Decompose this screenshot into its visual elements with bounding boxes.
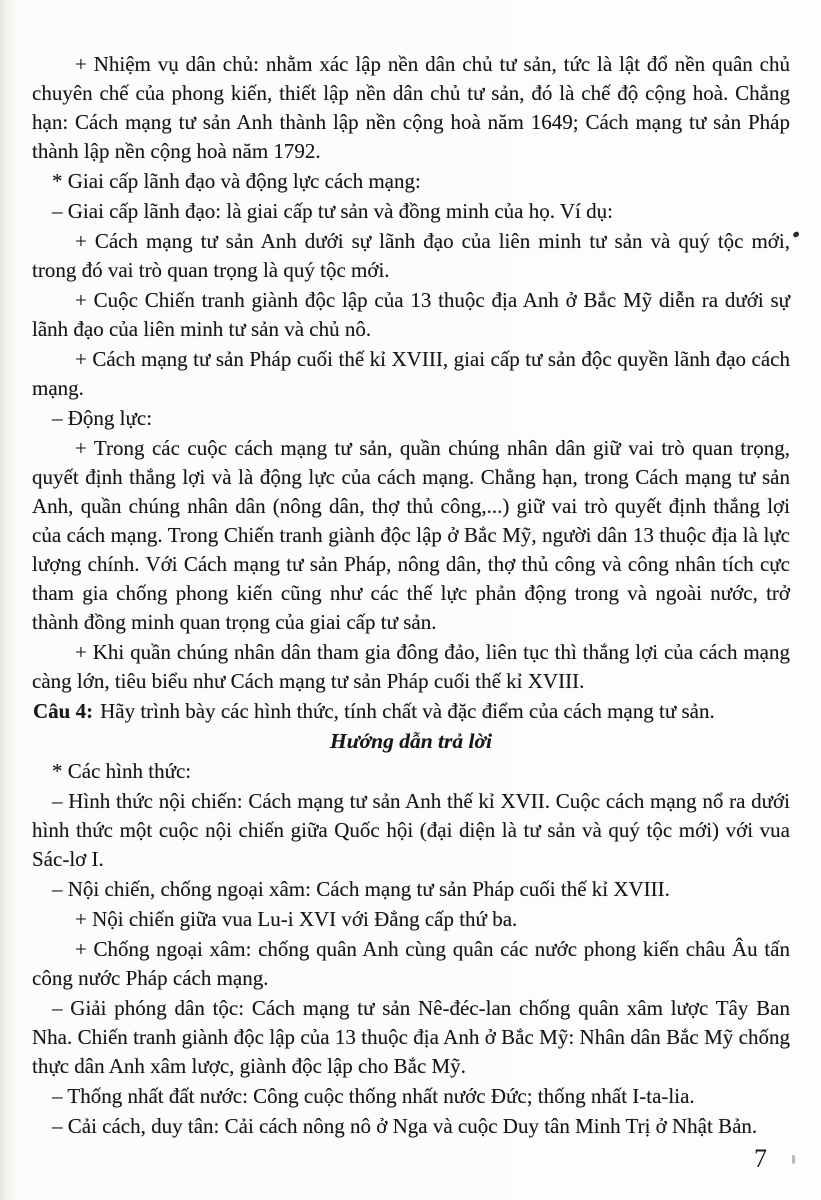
paragraph: + Khi quần chúng nhân dân tham gia đông đảo, liên tục thì thắng lợi của cách mạng càng lớn, tiêu biểu như Cách mạng tư sản Pháp cuối thế kỉ XVIII. [32,640,790,693]
paragraph: * Giai cấp lãnh đạo và động lực cách mạng: [52,169,421,193]
paragraph: + Nhiệm vụ dân chủ: nhằm xác lập nền dân chủ tư sản, tức là lật đổ nền quân chủ chuyên chế của phong kiến, thiết lập nền dân chủ tư sản, đó là chế độ cộng hoà. Chẳng hạn: Cách mạng tư sản Anh thành lập nền cộng hoà năm 1649; Cách mạng tư sản Pháp thành lập nền cộng hoà năm 1792. [32,52,790,163]
paragraph: – Giải phóng dân tộc: Cách mạng tư sản Nê-đéc-lan chống quân xâm lược Tây Ban Nha. Chiến tranh giành độc lập của 13 thuộc địa Anh ở Bắc Mỹ: Nhân dân Bắc Mỹ chống thực dân Anh xâm lược, giành độc lập cho Bắc Mỹ. [32,996,790,1078]
paragraph: + Nội chiến giữa vua Lu-i XVI với Đẳng cấp thứ ba. [75,907,518,931]
question-paragraph [32,697,790,726]
question-text: Hãy trình bày các hình thức, tính chất và đặc điểm của cách mạng tư sản. [100,699,715,723]
answer-guide-heading: Hướng dẫn trả lời [329,729,492,753]
paragraph: + Cách mạng tư sản Pháp cuối thế kỉ XVIII, giai cấp tư sản độc quyền lãnh đạo cách mạng. [32,347,790,400]
ink-spot-artifact [792,231,799,238]
page-text-block [32,50,790,1142]
paragraph: + Cuộc Chiến tranh giành độc lập của 13 thuộc địa Anh ở Bắc Mỹ diễn ra dưới sự lãnh đạo của liên minh tư sản và chủ nô. [32,288,790,341]
paragraph: – Thống nhất đất nước: Công cuộc thống nhất nước Đức; thống nhất I-ta-lia. [52,1084,695,1108]
page-number: 7 [754,1144,767,1173]
paragraph: + Chống ngoại xâm: chống quân Anh cùng quân các nước phong kiến châu Âu tấn công nước Pháp cách mạng. [32,937,790,990]
paragraph: – Nội chiến, chống ngoại xâm: Cách mạng tư sản Pháp cuối thế kỉ XVIII. [52,877,670,901]
question-label: Câu 4: [33,699,94,723]
paragraph: – Giai cấp lãnh đạo: là giai cấp tư sản và đồng minh của họ. Ví dụ: [52,199,613,223]
scan-smudge-artifact [792,1155,795,1164]
paragraph: * Các hình thức: [52,759,192,783]
paragraph: – Động lực: [52,406,153,430]
paragraph: – Hình thức nội chiến: Cách mạng tư sản Anh thế kỉ XVII. Cuộc cách mạng nổ ra dưới hình thức một cuộc nội chiến giữa Quốc hội (đại diện là tư sản và quý tộc mới) với vua Sác-lơ I. [32,789,790,871]
paragraph: – Cải cách, duy tân: Cải cách nông nô ở Nga và cuộc Duy tân Minh Trị ở Nhật Bản. [52,1114,758,1138]
paragraph: + Trong các cuộc cách mạng tư sản, quần chúng nhân dân giữ vai trò quan trọng, quyết định thắng lợi và là động lực của cách mạng. Chẳng hạn, trong Cách mạng tư sản Anh, quần chúng nhân dân (nông dân, thợ thủ công,...) giữ vai trò quyết định thắng lợi của cách mạng. Trong Chiến tranh giành độc lập ở Bắc Mỹ, người dân 13 thuộc địa là lực lượng chính. Với Cách mạng tư sản Pháp, nông dân, thợ thủ công và công nhân tích cực tham gia chống phong kiến cũng như các thế lực phản động trong và ngoài nước, trở thành đồng minh quan trọng của giai cấp tư sản. [32,436,790,634]
paragraph: + Cách mạng tư sản Anh dưới sự lãnh đạo của liên minh tư sản và quý tộc mới, trong đó vai trò quan trọng là quý tộc mới. [32,229,790,282]
